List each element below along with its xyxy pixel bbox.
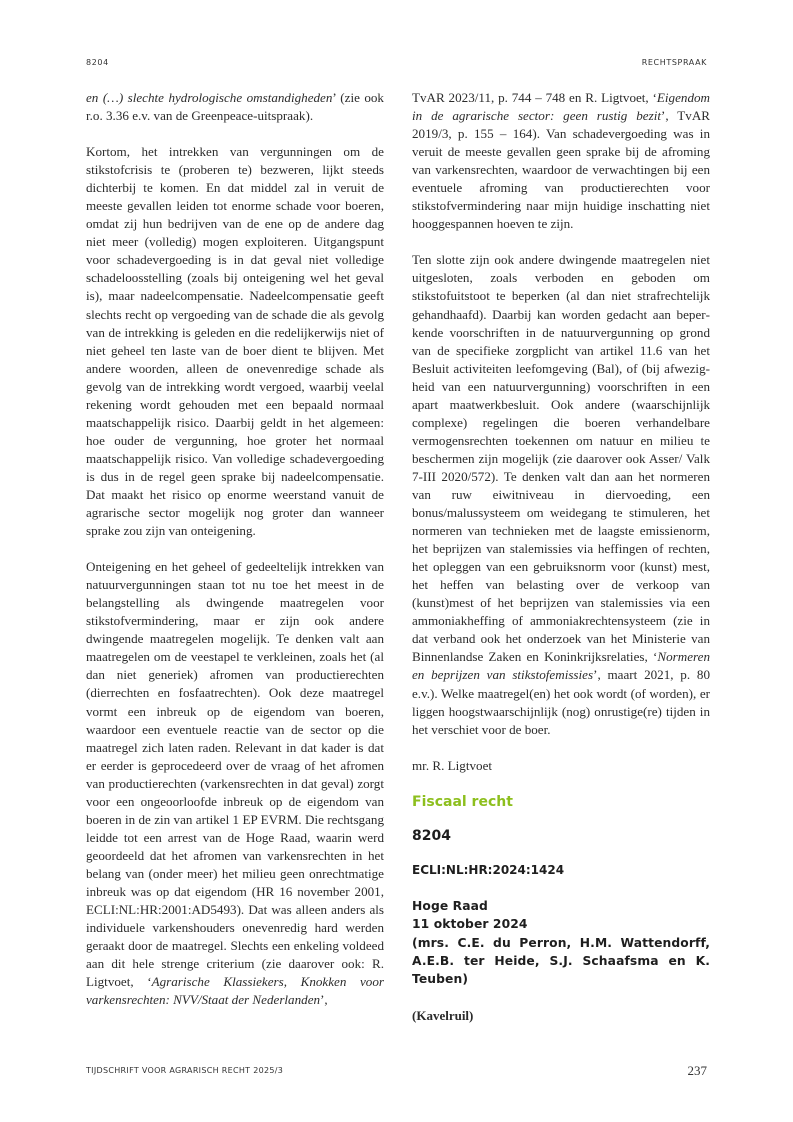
footer-page-number: 237: [687, 1063, 707, 1078]
paragraph-3: Onteigening en het geheel of gedeeltelijk intrekken van natuurvergunningen staan tot nu toe het meest in de belangstelling als dwingende maatregelen voor stikstofvermindering, maar er zijn ook andere dwingende maatregelen mogelijk. Te denken valt aan maatregelen om de veestapel te verkleinen, zoals het (al dan niet generiek) afromen van productierechten (dierrechten en fosfaatrechten). Ook deze maatregel vormt een inbreuk op de eigendom van boeren, waardoor een eventuele reactie van de sector op die maatregel zich laten raden. Relevant in dat kader is dat er eerder is geprocedeerd over de vraag of het afromen van productierechten (varkensrechten in dat geval) zorgt voor een ongeoorloofde inbreuk op de eigendom van boeren in de zin van artikel 1 EP EVRM. Die rechtsgang leidde tot een arrest van de Hoge Raad, waarin werd geoordeeld dat het afromen van varkensrechten in het belang van (onder meer) het milieu geen onrechtmatige inbreuk was op dat eigendom (HR 16 november 2001, ECLI:NL:HR:2001:AD5493). Dat was alleen anders als individuele varkenshouders onevenredig hard werden geraakt door de maatregel. Slechts een enkeling voldeed aan dit hele strenge criterium (zie daarover ook: R. Ligtvoet, ‘Agrarische Klassiekers, Knokken voor varkensrechten: NVV/Staat der Nederlanden’,: [86, 559, 384, 1008]
decision-date: 11 oktober 2024: [412, 917, 528, 932]
ecli-identifier: ECLI:NL:HR:2024:1424: [412, 862, 565, 877]
court-block: [412, 897, 710, 989]
right-column: [412, 89, 710, 1025]
running-header-section: RECHTSPRAAK: [641, 58, 707, 67]
italic-citation: Agrarische Klassiekers, Knokken voor varkensrechten: NVV/Staat der Nederlanden: [86, 974, 384, 1008]
running-header-case-number: 8204: [86, 58, 109, 67]
paragraph-2: Kortom, het intrekken van vergunningen om de stikstofcrisis te (proberen te) bezweren, lijkt steeds dichterbij te komen. En dat middel zal in veruit de meeste gevallen leiden tot enorme schade voor boeren, omdat zij hun bedrijven van de ene op de andere dag niet meer (volledig) mogen exploiteren. Uitgangspunt voor schadevergoeding is in dat geval niet volledige schadeloosstelling (zoals bij onteigening wel het geval is), maar nadeelcompensatie. Nadeelcompensatie geeft slechts recht op vergoeding van de schade die als gevolg van de intrekking is geleden en die redelijkerwijs niet of niet geheel ten laste van de boer dient te blijven. Met andere woorden, alleen de onevenredige schade als gevolg van de intrekking wordt vergoed, waarbij veelal rekening wordt gehouden met een bepaald normaal maatschappelijk risico. Daarbij geldt in het algemeen: hoe ouder de vergunning, hoe groter het normaal maatschappelijk risico. Van volledige schadevergoeding is dus in de regel geen sprake bij nadeelcompensatie. Dat maakt het risico op enorme weerstand vanuit de agrarische sector mogelijk nog groter dan wanneer sprake zou zijn van onteigening.: [86, 144, 384, 539]
judges-list: (mrs. C.E. du Perron, H.M. Wattendorff, A.E.B. ter Heide, S.J. Schaafsma en K. Teuben): [412, 935, 710, 987]
paragraph-4: TvAR 2023/11, p. 744 – 748 en R. Ligtvoet, ‘Eigendom in de agrarische sector: geen rustig bezit’, TvAR 2019/3, p. 155 – 164). Van schadevergoeding was in veruit de meeste gevallen geen sprake bij de afroming van varkensrechten, waardoor de verwachtingen bij een eventuele afroming van productierechten voor stikstofvermindering naar mijn huidige inschatting niet hooggespannen hoeven te zijn.: [412, 90, 711, 232]
paragraph-5: Ten slotte zijn ook andere dwingende maatregelen niet uitgesloten, zoals verboden en geboden om stikstofuitstoot te beperken (al dan niet strafrechtelijk gehandhaafd). Daarbij kan worden gedacht aan beperkende voorschriften in de natuurvergunning op grond van de specifieke zorgplicht van artikel 11.6 van het Besluit activiteiten leefomgeving (Bal), of (bij afwezigheid van een natuurvergunning) voorschriften in een apart maatwerkbesluit. Ook andere (waarschijnlijk complexe) regelingen die boeren verhandelbare vermogensrechten toekennen om natuur en milieu te beschermen zijn mogelijk (zie daarover ook Asser/ Valk 7-III 2020/572). Te denken valt dan aan het normeren van ruw eiwitniveau in diervoeding, een bonus/malussysteem om weidegang te stimuleren, het normeren van technieken met de laagste emissienorm, het beprijzen van stalemissies via heffingen of rechten, het opleggen van een gebruiksnorm voor (kunst) mest, het heffen van belasting over de verkoop van (kunst)mest of het beprijzen van stalemissies via een ammoniakheffing of ammoniakrechtensysteem (zie in dat verband ook het onderzoek van het Ministerie van Binnenlandse Zaken en Koninkrijksrelaties, ‘Normeren en beprijzen van stikstofemissies’, maart 2021, p. 80 e.v.). Welke maatregel(en) het ook wordt (of worden), er liggen hoogstwaarschijnlijk (nog) onrustige(re) tijden in het verschiet voor de boer.: [412, 252, 710, 737]
italic-citation: Normeren en beprijzen van stikstofemissies: [412, 649, 710, 683]
author-signature: mr. R. Ligtvoet: [412, 757, 493, 773]
case-number: 8204: [412, 827, 451, 844]
left-column: [86, 89, 384, 1009]
footer-journal-title: TIJDSCHRIFT VOOR AGRARISCH RECHT 2025/3: [86, 1066, 284, 1075]
italic-citation: Eigendom in de agrarische sector: geen rustig bezit: [412, 90, 710, 124]
case-subject: (Kavelruil): [412, 1007, 474, 1023]
paragraph-1: en (…) slechte hydrologische omstandigheden’ (zie ook r.o. 3.36 e.v. van de Greenpeace-uitspraak).: [86, 90, 384, 124]
section-heading: Fiscaal recht: [412, 793, 513, 810]
court-name: Hoge Raad: [412, 898, 488, 913]
italic-quote: en (…) slechte hydrologische omstandigheden: [86, 90, 333, 105]
